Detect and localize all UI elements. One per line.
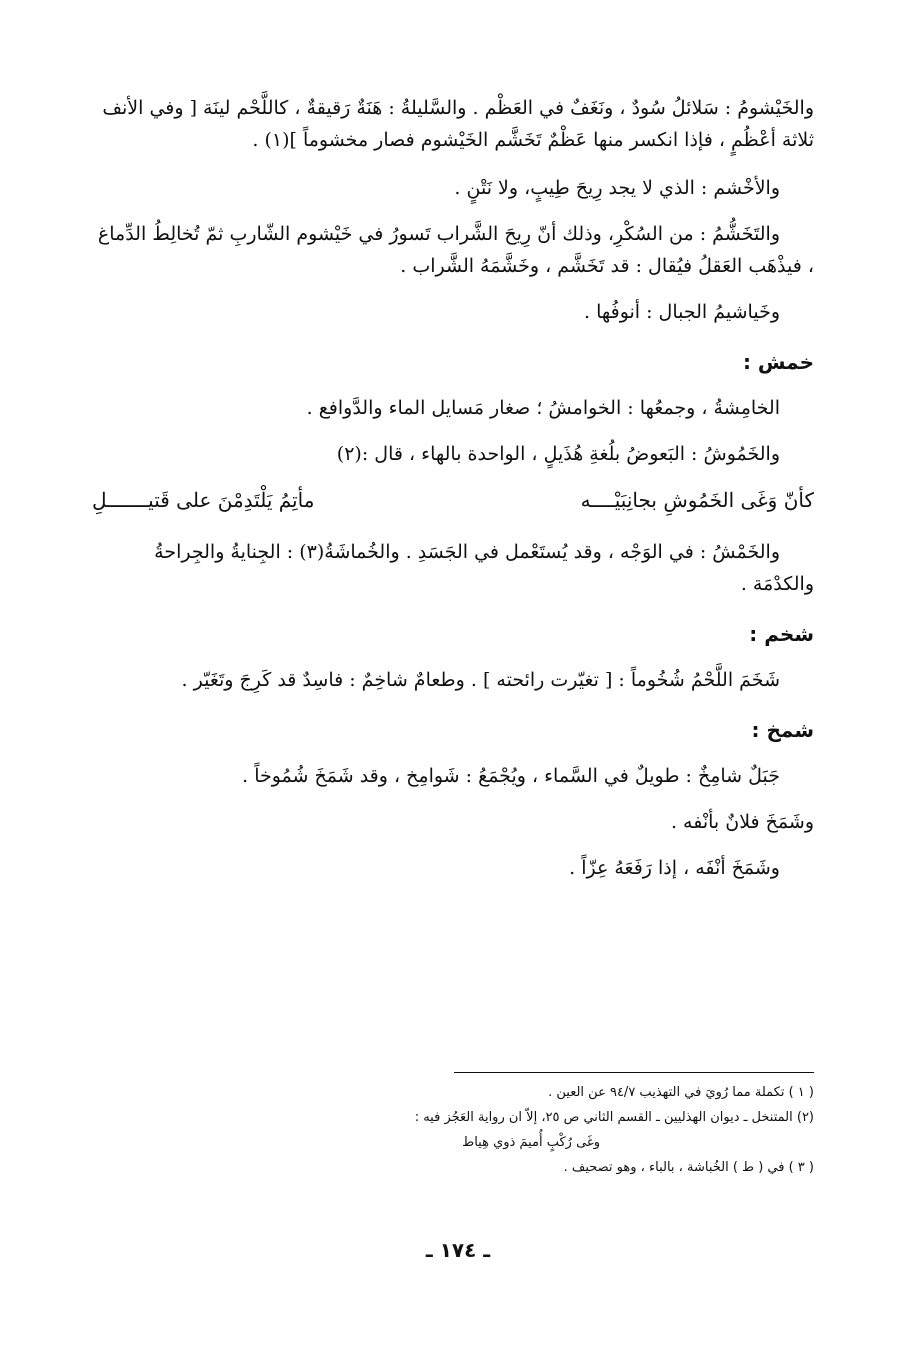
paragraph-shamakha-fulan: وشَمَخَ فلانٌ بأنْفه .: [670, 811, 814, 833]
paragraph-khamisha: الخامِشةُ ، وجمعُها : الخوامشُ ؛ صغار مَسايل الماء والدَّوافع .: [306, 397, 780, 419]
footnote-2: (٢) المتنخل ـ ديوان الهذليين ـ القسم الثاني ص ٢٥، إلاّ ان رواية العَجُز فيه :: [414, 1110, 814, 1125]
paragraph-shamakha-anfahu: وشَمَخَ أنْفَه ، إذا رَفَعَهُ عِزّاً .: [569, 857, 780, 879]
paragraph-shakhama: شَخَمَ اللَّحْمُ شُخُوماً : [ تغيّرت رائحته ] . وطعامٌ شاخِمٌ : فاسِدٌ قد كَرِجَ وتَغَيّر .: [181, 669, 780, 691]
heading-shamkh: شمخ :: [751, 718, 814, 742]
main-text: [92, 92, 814, 900]
heading-khamsh: خمش :: [742, 350, 814, 374]
paragraph-khamush: والخَمُوشُ : البَعوضُ بلُغةِ هُذَيلٍ ، الواحدة بالهاء ، قال :(٢): [336, 443, 780, 465]
paragraph-khayshum: والخَيْشومُ : سَلائلُ سُودٌ ، ونَغَفٌ في العَظْم . والسَّليلةُ : هَنَةٌ رَقيقةٌ ، كاللَّحْم لينَة [ وفي الأنف ثلاثة أعْظُمٍ ، فإذا انكسر منها عَظْمٌ تَخَشَّم الخَيْشوم فصار مخشوماً ](١) .: [102, 97, 814, 151]
footnote-2-poem: وغَى رُكْبٍ أُميمَ ذوي هِياط: [462, 1135, 600, 1150]
paragraph-khayashim: وخَياشيمُ الجبال : أنوفُها .: [583, 301, 780, 323]
paragraph-khamsh: والخَمْشُ : في الوَجْه ، وقد يُستَعْمل في الجَسَدِ . والخُماشَةُ(٣) : الجِنايةُ والجِراحةُ والكدْمَة .: [154, 541, 814, 595]
verse-second-hemistich: مأتِمُ يَلْتَدِمْنَ على قَتيـــــــلِ: [92, 488, 315, 512]
paragraph-akhsham: والأخْشم : الذي لا يجد رِيحَ طِيبٍ، ولا نَتْنٍ .: [454, 177, 780, 199]
page-number: ـ ١٧٤ ـ: [425, 1238, 491, 1262]
heading-shakhm: شخم :: [749, 622, 814, 646]
poem-verse: [92, 484, 814, 516]
paragraph-takhashshum: والتَخَشُّمُ : من السُكْرِ، وذلك أنّ رِيحَ الشَّراب تَسورُ في خَيْشوم الشّاربِ ثمّ تُخالِطُ الدِّماغ ، فيذْهَب العَقلُ فيُقال : قد تَخَشَّم ، وخَشَّمَهُ الشَّراب .: [97, 223, 814, 277]
footnotes: [300, 1080, 814, 1180]
footnote-divider: [454, 1072, 814, 1073]
verse-first-hemistich: كأنّ وَغَى الخَمُوشِ بجانِبَيْــــه: [580, 488, 814, 512]
paragraph-shamikh: جَبَلٌ شامِخٌ : طويلٌ في السَّماء ، ويُجْمَعُ : شَوامِخ ، وقد شَمَخَ شُمُوخاً .: [242, 765, 780, 787]
footnote-1: ( ١ ) تكملة مما رُويَ في التهذيب ٩٤/٧ عن العين .: [548, 1085, 814, 1100]
footnote-3: ( ٣ ) في ( ط ) الخُباشة ، بالباء ، وهو تصحيف .: [563, 1160, 814, 1175]
